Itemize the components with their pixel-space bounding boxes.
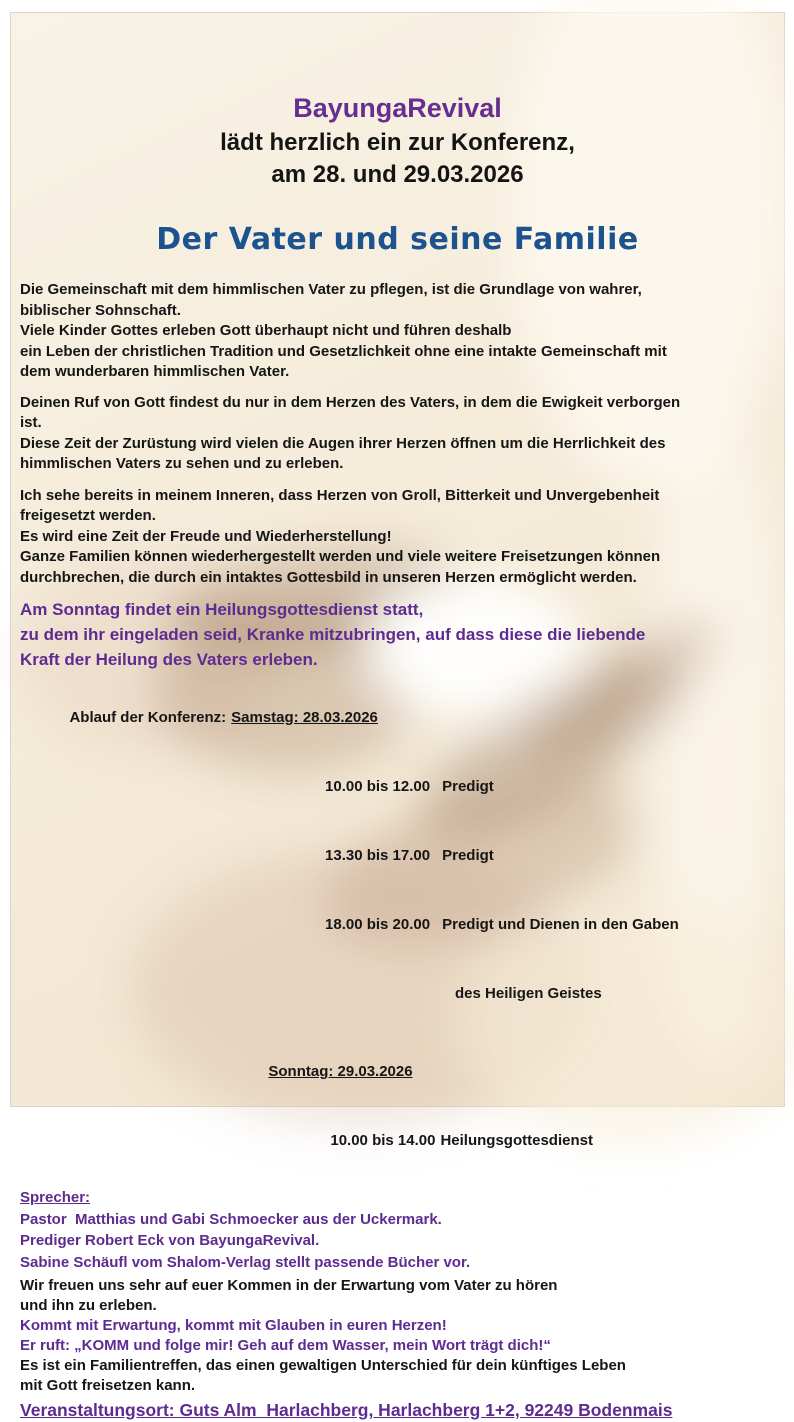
text-line: und ihn zu erleben. bbox=[20, 1297, 157, 1314]
text-line: Es ist ein Familientreffen, das einen gewaltigen Unterschied für dein künftiges Leben bbox=[20, 1357, 626, 1374]
text-line: ein Leben der christlichen Tradition und Gesetzlichkeit ohne eine intakte Gemeinschaft mit bbox=[20, 342, 667, 360]
text-line: freigesetzt werden. bbox=[20, 507, 156, 524]
text-line: Ganze Familien können wiederhergestellt werden und viele weitere Freisetzungen können bbox=[20, 548, 661, 565]
schedule-time: 13.30 bis 17.00 bbox=[325, 847, 431, 864]
speaker-line: Sabine Schäufl vom Shalom-Verlag stellt passende Bücher vor. bbox=[20, 1253, 471, 1271]
text-line: Es wird eine Zeit der Freude und Wiederherstellung! bbox=[20, 527, 392, 545]
intro-paragraph-2 bbox=[20, 393, 784, 475]
speakers-section bbox=[20, 1187, 784, 1273]
schedule-intro-label: Ablauf der Konferenz: bbox=[69, 709, 227, 726]
schedule-time: 10.00 bis 14.00 bbox=[330, 1132, 436, 1149]
conference-title: Der Vater und seine Familie bbox=[156, 222, 639, 257]
header-block bbox=[11, 89, 784, 191]
text-line: himmlischen Vaters zu sehen und zu erleben. bbox=[20, 455, 344, 472]
sunday-date-heading: Sonntag: 29.03.2026 bbox=[268, 1063, 413, 1080]
venue-line: Veranstaltungsort: Guts Alm Harlachberg, Harlachberg 1+2, 92249 Bodenmais bbox=[20, 1400, 673, 1420]
sunday-date-heading-row bbox=[20, 1037, 784, 1106]
schedule-row bbox=[20, 890, 784, 959]
intro-paragraph-3 bbox=[20, 486, 784, 589]
schedule-event: Predigt bbox=[442, 847, 494, 864]
speakers-heading: Sprecher: bbox=[20, 1189, 91, 1206]
intro-paragraph-1 bbox=[20, 280, 784, 383]
schedule-event: Predigt bbox=[442, 778, 494, 795]
speaker-line: Prediger Robert Eck von BayungaRevival. bbox=[20, 1232, 320, 1249]
saturday-date-heading: Samstag: 28.03.2026 bbox=[231, 709, 378, 726]
text-line: Wir freuen uns sehr auf euer Kommen in der Erwartung vom Vater zu hören bbox=[20, 1277, 558, 1294]
text-line: Ich sehe bereits in meinem Inneren, dass Herzen von Groll, Bitterkeit und Unvergebenheit bbox=[20, 486, 660, 504]
schedule-intro-row bbox=[20, 683, 784, 752]
text-line: Die Gemeinschaft mit dem himmlischen Vater zu pflegen, ist die Grundlage von wahrer, bbox=[20, 281, 642, 298]
flyer-canvas bbox=[10, 12, 785, 1420]
text-line: Kraft der Heilung des Vaters erleben. bbox=[20, 650, 318, 669]
schedule-row-continuation bbox=[20, 959, 784, 1028]
body-column bbox=[11, 280, 784, 1422]
closing-section bbox=[20, 1276, 784, 1396]
schedule-event-continued: des Heiligen Geistes bbox=[455, 985, 602, 1002]
schedule-row bbox=[20, 1106, 784, 1175]
text-line: Am Sonntag findet ein Heilungsgottesdienst statt, bbox=[20, 600, 424, 619]
text-line: Diese Zeit der Zurüstung wird vielen die Augen ihrer Herzen öffnen um die Herrlichkeit des bbox=[20, 434, 666, 452]
schedule-time: 10.00 bis 12.00 bbox=[325, 778, 431, 795]
schedule-event: Heilungsgottesdienst bbox=[440, 1132, 593, 1149]
text-line: ist. bbox=[20, 414, 42, 431]
sunday-schedule bbox=[20, 1037, 784, 1175]
exhortation-line: Er ruft: „KOMM und folge mir! Geh auf dem Wasser, mein Wort trägt dich!“ bbox=[20, 1337, 551, 1354]
exhortation-line: Kommt mit Erwartung, kommt mit Glauben in euren Herzen! bbox=[20, 1317, 447, 1334]
text-line: biblischer Sohnschaft. bbox=[20, 301, 181, 319]
conference-dates-line: am 28. und 29.03.2026 bbox=[271, 161, 524, 188]
schedule-row bbox=[20, 821, 784, 890]
flyer-content bbox=[11, 13, 784, 1420]
text-line: zu dem ihr eingeladen seid, Kranke mitzubringen, auf dass diese die liebende bbox=[20, 625, 646, 644]
invitation-line: lädt herzlich ein zur Konferenz, bbox=[220, 129, 575, 156]
schedule-section bbox=[20, 683, 784, 1175]
text-line: mit Gott freisetzen kann. bbox=[20, 1377, 196, 1394]
text-line: Deinen Ruf von Gott findest du nur in dem Herzen des Vaters, in dem die Ewigkeit verborgen bbox=[20, 393, 681, 411]
schedule-event: Predigt und Dienen in den Gaben bbox=[442, 916, 679, 933]
speaker-line: Pastor Matthias und Gabi Schmoecker aus der Uckermark. bbox=[20, 1210, 442, 1228]
text-line: Viele Kinder Gottes erleben Gott überhaupt nicht und führen deshalb bbox=[20, 322, 512, 339]
text-line: durchbrechen, die durch ein intaktes Gottesbild in unseren Herzen ermöglicht werden. bbox=[20, 568, 637, 586]
organization-name: BayungaRevival bbox=[293, 93, 502, 123]
schedule-row bbox=[20, 752, 784, 821]
healing-service-announcement bbox=[20, 597, 784, 672]
schedule-time: 18.00 bis 20.00 bbox=[325, 916, 431, 933]
text-line: dem wunderbaren himmlischen Vater. bbox=[20, 363, 290, 380]
